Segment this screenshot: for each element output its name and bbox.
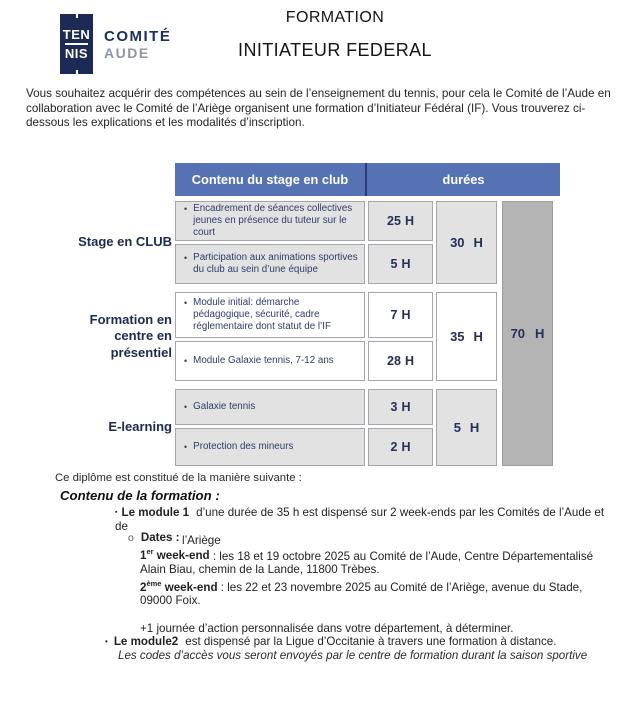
hours-unit: H	[401, 400, 411, 414]
subtotal-value: 30	[450, 235, 465, 250]
logo-word-ten: TEN	[62, 27, 91, 42]
bullet-icon: •	[184, 297, 188, 308]
bullet-icon: •	[184, 203, 188, 214]
subtotal-unit: H	[469, 420, 480, 435]
ordinal-suffix: er	[146, 547, 154, 557]
hours-value: 5	[390, 257, 398, 271]
hours-value: 7	[390, 308, 398, 322]
table-row	[175, 389, 365, 425]
module2-paragraph	[105, 635, 610, 663]
dates-label: Dates :	[140, 531, 180, 544]
module2-note-italic: Les codes d’accès vous seront envoyés par le centre de formation durant la saison sportive	[118, 649, 588, 662]
hours-cell	[368, 244, 433, 284]
row-text: Participation aux animations sportives du club au sein d’une équipe	[193, 251, 358, 275]
extra-day-note: +1 journée d’action personnalisée dans votre département, à déterminer.	[140, 621, 514, 635]
hours-cell	[368, 201, 433, 241]
section-label: E-learning	[108, 419, 172, 435]
table-row	[175, 428, 365, 466]
bullet-icon: •	[184, 441, 188, 452]
subtotal-value: 35	[450, 329, 465, 344]
table-row	[175, 244, 365, 284]
table-header-row	[175, 163, 560, 196]
section-label: Formation en centre en présentiel	[89, 312, 172, 360]
logo-word-nis: NIS	[64, 46, 89, 61]
subtotal-unit: H	[473, 235, 483, 250]
hours-value: 25	[387, 214, 401, 228]
page-title: FORMATION	[285, 9, 385, 26]
bullet-icon: •	[184, 252, 188, 263]
bullet-icon: •	[105, 637, 108, 646]
circle-bullet-icon: o	[128, 532, 134, 544]
header-durations-column: durées	[442, 172, 485, 187]
committee-name: COMITÉ	[104, 28, 172, 45]
table-row	[175, 292, 365, 338]
bullet-icon: •	[184, 401, 188, 412]
intro-paragraph: Vous souhaitez acquérir des compétences au sein de l’enseignement du tennis, pour cela le Comité de l’Aude en collaboration avec le Comité de l’Ariège organisent une formation d’Initiateur Fédéral (IF). Vous trouverez ci-dessous les explications et les modalités d’inscription.	[26, 87, 611, 130]
module1-text-continued: l’Ariège	[182, 533, 221, 547]
bullet-icon: •	[184, 355, 188, 366]
row-text: Module initial: démarche pédagogique, sécurité, cadre réglementaire dont statut de l’IF	[193, 296, 331, 333]
content-heading: Contenu de la formation :	[60, 488, 220, 503]
ordinal: 1	[140, 549, 147, 563]
hours-cell	[368, 341, 433, 381]
date-text: : les 18 et 19 octobre 2025 au Comité de l’Aude, Centre Départementalisé Alain Biau, chemin de la Lande, 11800 Trèbes.	[140, 549, 594, 577]
table-section-stage-en-club	[60, 201, 560, 284]
subtotal-cell	[436, 201, 497, 284]
weekend-label: week-end	[153, 549, 210, 563]
ordinal: 2	[140, 580, 147, 594]
dates-block	[128, 531, 610, 635]
bullet-icon: ▪	[115, 509, 118, 516]
table-caption: Ce diplôme est constitué de la manière suivante :	[55, 472, 302, 484]
hours-unit: H	[404, 354, 414, 368]
row-text: Module Galaxie tennis, 7-12 ans	[193, 354, 334, 366]
hours-cell	[368, 428, 433, 466]
date-item-second-weekend	[140, 577, 610, 608]
header-content-column: Contenu du stage en club	[175, 163, 367, 196]
subtotal-value: 5	[453, 420, 461, 435]
formation-table	[60, 163, 560, 474]
table-row	[175, 201, 365, 241]
row-text: Protection des mineurs	[193, 440, 294, 452]
logo-tick-icon	[76, 70, 78, 74]
ordinal-suffix: ème	[146, 578, 162, 588]
hours-cell	[368, 389, 433, 425]
page-subtitle: INITIATEUR FEDERAL	[238, 40, 432, 60]
total-value: 70	[510, 326, 526, 341]
total-unit: H	[535, 326, 545, 341]
subtotal-cell	[436, 292, 497, 381]
hours-value: 3	[390, 400, 398, 414]
row-text: Encadrement de séances collectives jeunes en présence du tuteur sur le court	[193, 202, 353, 239]
total-hours-cell	[502, 201, 553, 466]
hours-cell	[368, 292, 433, 338]
date-text: : les 22 et 23 novembre 2025 au Comité de l’Ariège, avenue du Stade, 09000 Foix.	[140, 580, 583, 608]
module2-title: Le module2	[113, 635, 179, 648]
hours-value: 28	[387, 354, 401, 368]
committee-region: AUDE	[104, 45, 150, 61]
hours-unit: H	[404, 214, 414, 228]
hours-value: 2	[390, 440, 398, 454]
hours-unit: H	[401, 257, 411, 271]
subtotal-cell	[436, 389, 497, 466]
table-section-elearning	[60, 389, 560, 466]
row-text: Galaxie tennis	[193, 400, 256, 412]
module2-text: est dispensé par la Ligue d’Occitanie à travers une formation à distance.	[185, 635, 557, 648]
date-item-first-weekend	[140, 546, 610, 577]
section-label: Stage en CLUB	[78, 234, 172, 250]
table-row	[175, 341, 365, 381]
module1-title: Le module 1	[121, 506, 190, 519]
weekend-label: week-end	[161, 580, 218, 594]
subtotal-unit: H	[473, 329, 483, 344]
table-section-formation-centre	[60, 292, 560, 381]
hours-unit: H	[401, 440, 411, 454]
table-body	[60, 201, 560, 466]
module1-text: d’une durée de 35 h est dispensé sur 2 week-ends par les Comités de l’Aude et de	[115, 506, 605, 533]
hours-unit: H	[401, 308, 411, 322]
